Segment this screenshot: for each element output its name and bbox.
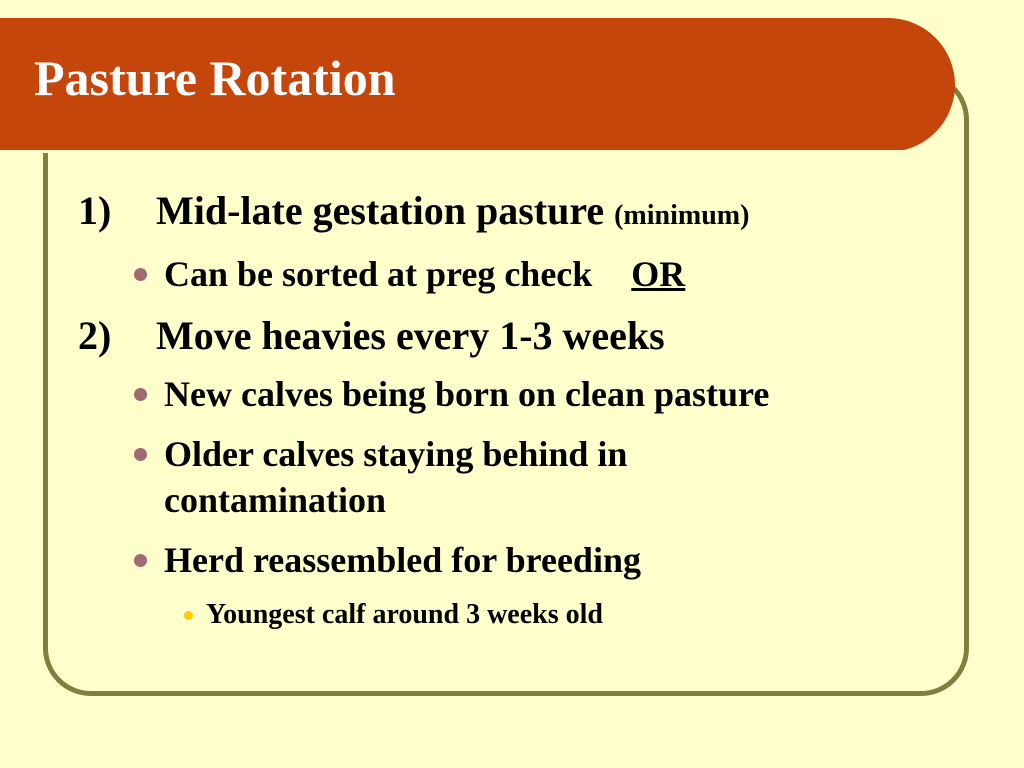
bullet-item (78, 537, 948, 583)
bullet-dot-icon (134, 554, 147, 567)
bullet-dot-icon (134, 388, 147, 401)
item-note: (minimum) (614, 200, 750, 231)
bullet-emphasis: OR (631, 254, 686, 294)
bullet-dot-icon (134, 448, 147, 461)
item-text: Mid-late gestation pasture (156, 188, 605, 233)
bullet-dot-icon (134, 268, 147, 281)
slide-body (78, 186, 948, 643)
bullet-item (78, 251, 948, 297)
sub-bullet-text: Youngest calf around 3 weeks old (206, 599, 603, 630)
bullet-text: New calves being born on clean pasture (164, 374, 770, 414)
bullet-text: Can be sorted at preg check (164, 254, 593, 294)
numbered-item-1 (78, 186, 948, 241)
item-text: Move heavies every 1-3 weeks (156, 313, 665, 358)
sub-bullet-dot-icon (184, 611, 193, 620)
item-number: 1) (78, 188, 112, 233)
bullet-item (78, 431, 804, 523)
sub-bullet-item (78, 597, 948, 633)
slide-title: Pasture Rotation (34, 50, 396, 106)
item-number: 2) (78, 313, 112, 358)
bullet-item (78, 371, 948, 417)
title-underline (0, 150, 905, 153)
numbered-item-2 (78, 311, 948, 361)
bullet-text: Herd reassembled for breeding (164, 540, 641, 580)
bullet-text: Older calves staying behind in contamination (164, 434, 628, 520)
